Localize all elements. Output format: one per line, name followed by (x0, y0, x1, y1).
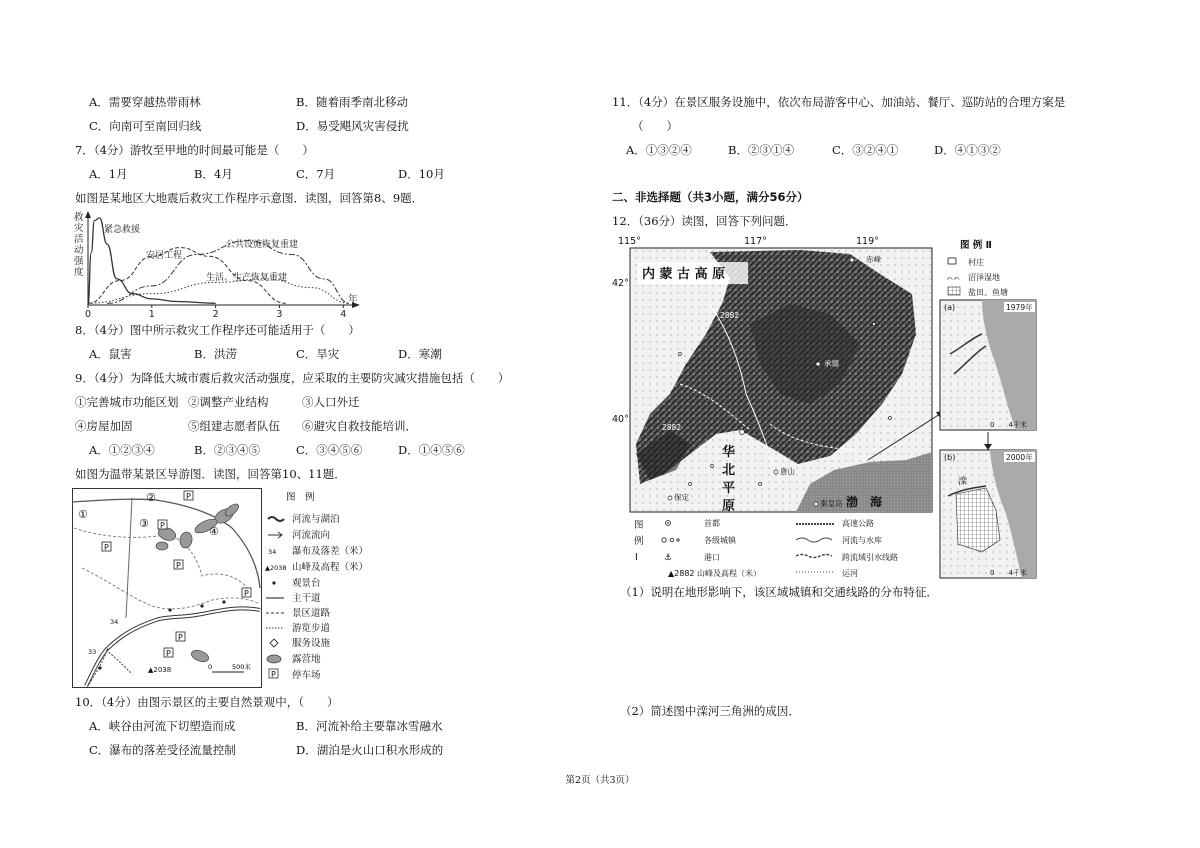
q11-stem: 11．（4分）在景区服务设施中，依次布局游客中心、加油站、餐厅、巡防站的合理方案是 (612, 95, 1066, 109)
town-dot (711, 465, 714, 468)
curve-label-public: 公共设施恢复重建 (226, 240, 299, 250)
x-tick-label: 2 (212, 309, 219, 320)
legend-label: 露营地 (292, 654, 321, 665)
relief-map-figure (612, 234, 1040, 580)
ylabel-char: 救 (74, 212, 84, 223)
q6-option-c: C．向南可至南回归线 (89, 119, 202, 133)
q8-option-c: C．旱灾 (296, 347, 340, 361)
town-dot (873, 323, 876, 326)
lon-label: 119° (856, 236, 879, 247)
town-label: 赤峰 (866, 255, 881, 264)
q8-stem: 8．（4分）图中所示救灾工作程序还可能适用于（ ） (75, 323, 360, 337)
q10-option-b: B．河流补给主要靠冰雪融水 (296, 719, 443, 733)
relief-work-chart (68, 210, 368, 322)
page-footer: 第2页（共3页） (565, 775, 635, 786)
town-dot (774, 470, 778, 474)
q9-option-d: D．①④⑤⑥ (398, 443, 465, 457)
legend1-label: 港口 (704, 553, 720, 562)
legend1-label: 跨流域引水线路 (842, 553, 898, 562)
legend-river-symbol (268, 517, 284, 521)
peak-label: ▲2038 (148, 666, 172, 674)
legend-label: 河流流向 (292, 530, 331, 541)
port-symbol: ⚓ (664, 553, 673, 563)
curve-label-housing: 安居工程 (146, 251, 183, 261)
q6-option-b: B．随着雨季南北移动 (296, 95, 408, 109)
parking-label: P (244, 589, 249, 598)
plain-char: 北 (722, 463, 736, 478)
lon-label: 115° (618, 236, 641, 247)
town-dot (679, 353, 682, 356)
legend-label: 瀑布及落差（米） (292, 546, 369, 557)
x-tick-label: 0 (85, 309, 92, 320)
marker-2: ② (146, 491, 156, 504)
scale-zero: 0 (208, 663, 213, 671)
q7-option-c: C．7月 (296, 167, 336, 181)
peak-label: 2882 (720, 311, 740, 320)
diversion-symbol (796, 555, 832, 558)
legend-flow-symbol (268, 532, 282, 538)
legend-parking-letter: P (271, 670, 276, 679)
capital-symbol-core (667, 522, 669, 524)
curve-labels (104, 223, 298, 283)
legend2-title: 图 例 Ⅱ (960, 240, 992, 251)
parking-label: P (104, 543, 109, 552)
curve-label-livelihood: 生活、生产恢复重建 (206, 273, 288, 283)
legend2-label: 沼泽湿地 (968, 273, 1000, 282)
sea-label: 渤 海 (846, 495, 883, 509)
legend1-label: 各级城镇 (704, 536, 736, 545)
town-label: 秦皇岛 (820, 499, 843, 508)
inset-b-tag: (b) (944, 453, 956, 462)
town-symbol (677, 539, 679, 541)
legend-service-symbol (270, 639, 278, 647)
q9-item: ③人口外迁 (302, 395, 360, 409)
legend-title: 图 例 (286, 492, 315, 503)
town-symbol (670, 538, 674, 542)
marker-1: ① (78, 508, 88, 521)
section-heading: 二、非选择题（共3小题，满分56分） (612, 190, 809, 204)
town-dot (889, 417, 892, 420)
legend-1 (634, 518, 898, 578)
legend1-label: ▲2882 山峰及高程（米） (668, 569, 762, 578)
q11-option-b: B．②③①④ (728, 143, 794, 157)
legend-fall-sample: 34 (268, 548, 277, 556)
inset-b-year: 2000年 (1006, 453, 1033, 462)
waterfall-label: 34 (110, 618, 119, 626)
q7-option-d: D．10月 (398, 167, 445, 181)
viewpoint (222, 600, 225, 603)
town-dot (816, 362, 820, 366)
scale-500: 500米 (232, 663, 251, 671)
q9-stem: 9．（4分）为降低大城市震后救灾活动强度，应采取的主要防灾减灾措施包括（ ） (75, 371, 510, 385)
lake (156, 542, 168, 550)
waterfall-label: 33 (88, 648, 97, 656)
legend-labels (292, 513, 368, 681)
legend-camp-symbol (267, 655, 281, 663)
village-symbol (948, 258, 956, 264)
ylabel-char: 动 (74, 245, 84, 256)
inset-b (940, 450, 1036, 578)
plain-char: 平 (722, 481, 736, 496)
x-tick-label: 3 (276, 309, 283, 320)
legend1-label: 河流与水库 (842, 536, 882, 545)
marker-4: ④ (209, 525, 219, 538)
q11-stem-cont: （ ） (632, 119, 678, 133)
ylabel-char: 度 (74, 267, 84, 278)
q9-item: ⑤组建志愿者队伍 (188, 419, 280, 433)
inset-arrow-head (984, 444, 992, 450)
ylabel-char: 灾 (74, 223, 84, 234)
legend-label: 主干道 (292, 593, 321, 604)
legend-viewpoint-symbol (272, 581, 275, 584)
lon-labels (618, 236, 879, 247)
viewpoint (200, 604, 203, 607)
q9-option-c: C．③④⑤⑥ (296, 443, 363, 457)
inset-a-scale: 0 4千米 (990, 421, 1027, 429)
scenic-legend (262, 488, 372, 688)
q10-option-c: C．瀑布的落差受径流量控制 (89, 743, 236, 757)
lat-labels (612, 278, 629, 425)
viewpoint (168, 608, 171, 611)
legend-label: 景区道路 (292, 608, 331, 619)
peak-label: 2882 (662, 423, 682, 432)
saltfield-symbol (948, 287, 960, 295)
x-tick-label: 4 (340, 309, 347, 320)
town-label: 保定 (674, 493, 689, 502)
legend1-label: 高速公路 (842, 519, 874, 528)
town-dot (759, 483, 762, 486)
x-axis-unit: 年 (348, 294, 358, 305)
parking-label: P (166, 649, 171, 658)
legend2-label: 村庄 (968, 258, 984, 267)
inset-a (940, 300, 1036, 430)
q9-item: ④房屋加固 (75, 419, 133, 433)
q10-option-d: D．湖泊是火山口积水形成的 (296, 743, 444, 757)
town-dot (814, 502, 818, 506)
town-label: 承德 (824, 359, 839, 368)
q9-item: ①完善城市功能区划 (75, 395, 179, 409)
q11-option-a: A．①③②④ (626, 143, 692, 157)
q6-option-d: D．易受飓风灾害侵扰 (296, 119, 409, 133)
inset-b-scale: 0 4千米 (990, 569, 1027, 577)
q12-stem: 12．（36分）读图，回答下列问题． (612, 214, 797, 228)
town-dot (689, 483, 692, 486)
plain-char: 华 (722, 445, 736, 460)
legend1-label: 首都 (704, 519, 720, 528)
ylabel-char: 活 (74, 234, 84, 245)
lon-label: 117° (744, 236, 767, 247)
wetland-symbol: ᨈᨈ (947, 273, 961, 282)
scenic-area-map (72, 488, 262, 688)
plain-char: 原 (722, 499, 736, 514)
legend-label: 观景台 (292, 578, 321, 589)
q11-option-c: C．③②④① (832, 143, 899, 157)
legend2-label: 盐田、鱼塘 (968, 288, 1008, 297)
inset-a-tag: (a) (944, 303, 956, 312)
parking-label: P (186, 492, 191, 501)
parking-label: P (160, 521, 165, 530)
ylabel-char: 强 (74, 256, 84, 267)
q8-option-b: B．洪涝 (194, 347, 237, 361)
legend1-head-char: Ⅰ (635, 552, 638, 563)
parking-label: P (176, 561, 181, 570)
marker-3: ③ (139, 517, 149, 530)
legend-label: 山峰及高程（米） (292, 562, 369, 573)
plateau-label: 内 蒙 古 高 原 (642, 267, 726, 282)
legend-label: 河流与湖泊 (292, 514, 340, 525)
viewpoint (98, 666, 101, 669)
fig-intro-10-11: 如图为温带某景区导游图．读图，回答第10、11题． (75, 467, 346, 481)
inset-a-year: 1979年 (1006, 303, 1033, 312)
lat-label: 42° (612, 278, 629, 289)
q8-option-a: A．鼠害 (89, 347, 132, 361)
town-dot (668, 496, 672, 500)
legend-label: 停车场 (292, 670, 321, 681)
q7-option-b: B．4月 (194, 167, 233, 181)
q9-item: ②调整产业结构 (188, 395, 269, 409)
legend-peak-sample: ▲2038 (265, 564, 287, 572)
q7-stem: 7．（4分）游牧至甲地的时间最可能是（ ） (75, 143, 314, 157)
river-reservoir-symbol (796, 538, 832, 542)
fig-intro-8-9: 如图是某地区大地震后救灾工作程序示意图．读图，回答第8、9题． (75, 191, 424, 205)
q12-sub1: （1）说明在地形影响下，该区域城镇和交通线路的分布特征． (620, 585, 938, 599)
chart-ylabel (74, 211, 84, 278)
legend1-label: 运河 (842, 569, 858, 578)
legend-label: 游览步道 (292, 623, 331, 634)
q12-sub2: （2）简述图中滦河三角洲的成因． (620, 704, 800, 718)
q10-option-a: A．峡谷由河流下切塑造而成 (89, 719, 236, 733)
legend1-head-char: 图 (634, 520, 644, 531)
q7-option-a: A．1月 (89, 167, 128, 181)
q9-option-b: B．②③④⑤ (194, 443, 260, 457)
capital-dot (740, 430, 745, 435)
legend1-head-char: 例 (634, 536, 644, 547)
curve-label-emergency: 紧急救援 (104, 225, 141, 235)
x-tick-label: 1 (148, 309, 155, 320)
town-label: 唐山 (780, 467, 795, 476)
parking-label: P (178, 633, 183, 642)
q9-item: ⑥避灾自救技能培训． (302, 419, 417, 433)
inset-b-place: 滦 (958, 477, 968, 487)
q9-option-a: A．①②③④ (89, 443, 155, 457)
legend-label: 服务设施 (292, 638, 331, 649)
q8-option-d: D．寒潮 (398, 347, 442, 361)
legend-symbols (265, 517, 287, 679)
town-dot (850, 258, 854, 262)
q6-option-a: A．需要穿越热带雨林 (89, 95, 201, 109)
y-axis-arrow (85, 211, 91, 218)
q11-option-d: D．④①③② (934, 143, 1001, 157)
town-symbol (662, 538, 666, 542)
q10-stem: 10．（4分）由图示景区的主要自然景观中，（ ） (75, 695, 339, 709)
lat-label: 40° (612, 414, 629, 425)
